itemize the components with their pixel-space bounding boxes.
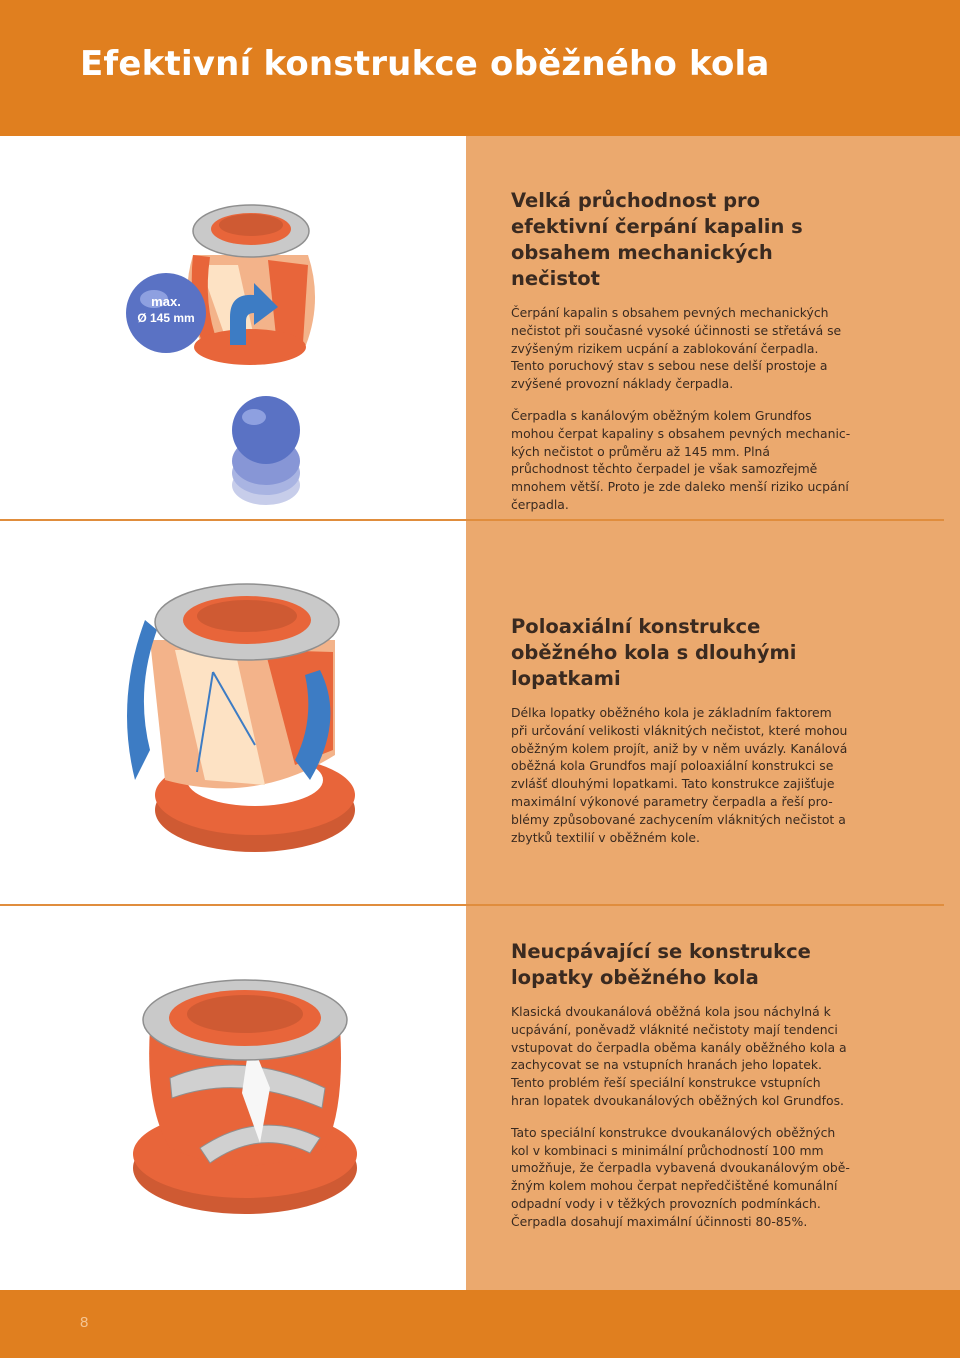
- section-heading: Poloaxiální konstrukce oběžného kola s dlouhými lopatkami: [511, 615, 797, 690]
- section-semi-axial: [511, 614, 851, 860]
- max-label-line2: Ø 145 mm: [137, 311, 195, 325]
- section-large-passage: [511, 188, 851, 528]
- max-label-line1: max.: [151, 294, 181, 309]
- page-number: 8: [80, 1314, 89, 1331]
- section-paragraph: Klasická dvoukanálová oběžná kola jsou náchylná k ucpávání, poněvadž vláknité nečistoty mají tendenci vstupovat do čerpadla oběma kanály oběžného kola a zachycovat se na vstupních hranách jeho lopatek. Tento problém řeší speciální konstrukce vstupních hran lopatek dvoukanálových oběžných kol Grundfos.: [511, 1004, 847, 1108]
- section-heading: Neucpávající se konstrukce lopatky oběžného kola: [511, 940, 811, 989]
- section-divider: [0, 519, 944, 521]
- page-title: Efektivní konstrukce oběžného kola: [80, 44, 770, 84]
- impeller-ball-illustration: [118, 195, 358, 515]
- section-paragraph: Délka lopatky oběžného kola je základním faktorem při určování velikosti vláknitých nečistot, které mohou oběžným kolem projít, aniž by v něm uvázly. Kanálová oběžná kola Grundfos mají poloaxiální konstrukci se zvlášť dlouhými lopatkami. Tato konstrukce zajišťuje maximální výkonové parametry čerpadla a řeší pro- blémy způsobované zachycením vláknitých nečistot a zbytků textilií v oběžném kole.: [511, 705, 848, 845]
- section-paragraph: Tato speciální konstrukce dvoukanálových oběžných kol v kombinaci s minimální průchodností 100 mm umožňuje, že čerpadla vybavená dvoukanálovým obě- žným kolem mohou čerpat nepředčištěné komunální odpadní vody i v těžkých provozních podmínkách. Čerpadla dosahují maximální účinnosti 80-85%.: [511, 1124, 850, 1229]
- solids-ball: [232, 396, 300, 464]
- section-divider: [0, 904, 944, 906]
- section-paragraph: Čerpadla s kanálovým oběžným kolem Grundfos mohou čerpat kapaliny s obsahem pevných mechanic- kých nečistot o průměru až 145 mm. Plná průchodnost těchto čerpadel je však samozřejmě mnohem větší. Proto je zde daleko menší riziko ucpání čerpadla.: [511, 407, 851, 512]
- section-paragraph: Čerpání kapalin s obsahem pevných mechanických nečistot při současné vysoké účinnosti se střetává se zvýšeným rizikem ucpání a zablokování čerpadla. Tento poruchový stav s sebou nese delší prostoje a zvýšené provozní náklady čerpadla.: [511, 305, 842, 392]
- section-heading: Velká průchodnost pro efektivní čerpání kapalin s obsahem mechanických nečistot: [511, 189, 803, 290]
- section-non-clogging: [511, 939, 851, 1245]
- two-channel-impeller-illustration: [110, 968, 370, 1228]
- semi-axial-impeller-illustration: [95, 580, 365, 870]
- footer-band: [0, 1290, 960, 1358]
